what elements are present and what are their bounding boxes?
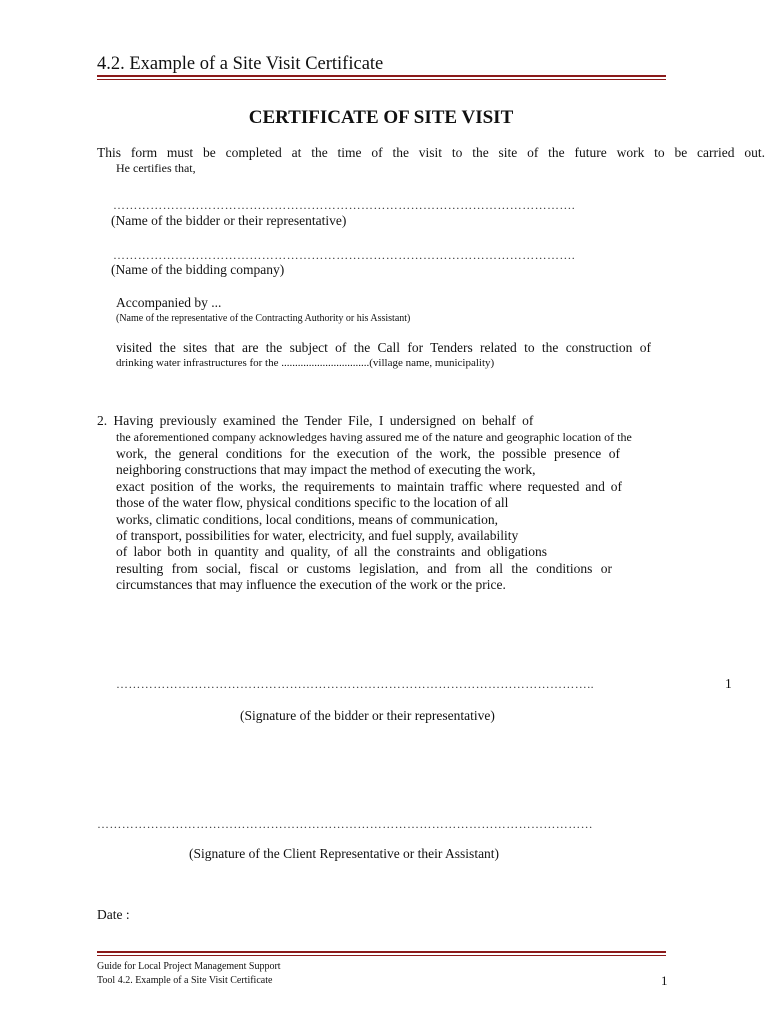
para2-line: works, climatic conditions, local conditions, means of communication, <box>116 512 499 527</box>
header-rule-top <box>97 75 666 77</box>
para2-line: neighboring constructions that may impact the method of executing the work, <box>116 462 536 477</box>
para2-line: 2. Having previously examined the Tender File, I undersigned on behalf of <box>97 413 534 428</box>
intro-line: This form must be completed at the time of the visit to the site of the future work to be carried out. <box>97 145 765 160</box>
client-signature-label: (Signature of the Client Representative or their Assistant) <box>189 846 500 861</box>
bidder-name-field: …………………………………………………………………………………………………. <box>113 198 576 212</box>
client-signature-field: ………………………………………………………………………………………………………… <box>97 817 593 831</box>
footer-rule-top <box>97 951 666 953</box>
footer-guide-title: Guide for Local Project Management Support <box>97 961 281 972</box>
visited-line-2: drinking water infrastructures for the ................................(village name, municipality) <box>116 357 495 369</box>
page-number: 1 <box>661 973 668 988</box>
certifies-text: He certifies that, <box>116 161 196 175</box>
para2-line: work, the general conditions for the execution of the work, the possible presence of <box>116 446 620 461</box>
document-title: CERTIFICATE OF SITE VISIT <box>248 107 514 128</box>
section-heading: 4.2. Example of a Site Visit Certificate <box>97 54 384 74</box>
visited-line-1: visited the sites that are the subject of the Call for Tenders related to the construction of <box>116 340 651 355</box>
accompanied-note: (Name of the representative of the Contracting Authority or his Assistant) <box>116 313 411 324</box>
bidder-signature-field: …………………………………………………………………………………………………….. <box>116 677 594 691</box>
bidder-name-label: (Name of the bidder or their representative) <box>111 213 347 228</box>
para2-line: resulting from social, fiscal or customs legislation, and from all the conditions or <box>116 561 612 576</box>
para2-line: exact position of the works, the requirements to maintain traffic where requested and of <box>116 479 622 494</box>
company-name-label: (Name of the bidding company) <box>111 262 285 277</box>
para2-line: of labor both in quantity and quality, of all the constraints and obligations <box>116 544 547 559</box>
para2-line: those of the water flow, physical conditions specific to the location of all <box>116 495 509 510</box>
para2-line: circumstances that may influence the execution of the work or the price. <box>116 577 506 592</box>
bidder-signature-label: (Signature of the bidder or their representative) <box>240 708 495 723</box>
company-name-field: …………………………………………………………………………………………………. <box>113 248 576 262</box>
footnote-marker: 1 <box>725 676 732 691</box>
date-label: Date : <box>97 907 130 922</box>
para2-line: of transport, possibilities for water, electricity, and fuel supply, availability <box>116 528 519 543</box>
accompanied-by-text: Accompanied by ... <box>116 295 222 310</box>
footer-rule-bottom <box>97 955 666 956</box>
para2-line: the aforementioned company acknowledges having assured me of the nature and geographic location of the <box>116 430 632 444</box>
footer-tool-title: Tool 4.2. Example of a Site Visit Certificate <box>97 975 273 986</box>
header-rule-bottom <box>97 79 666 80</box>
